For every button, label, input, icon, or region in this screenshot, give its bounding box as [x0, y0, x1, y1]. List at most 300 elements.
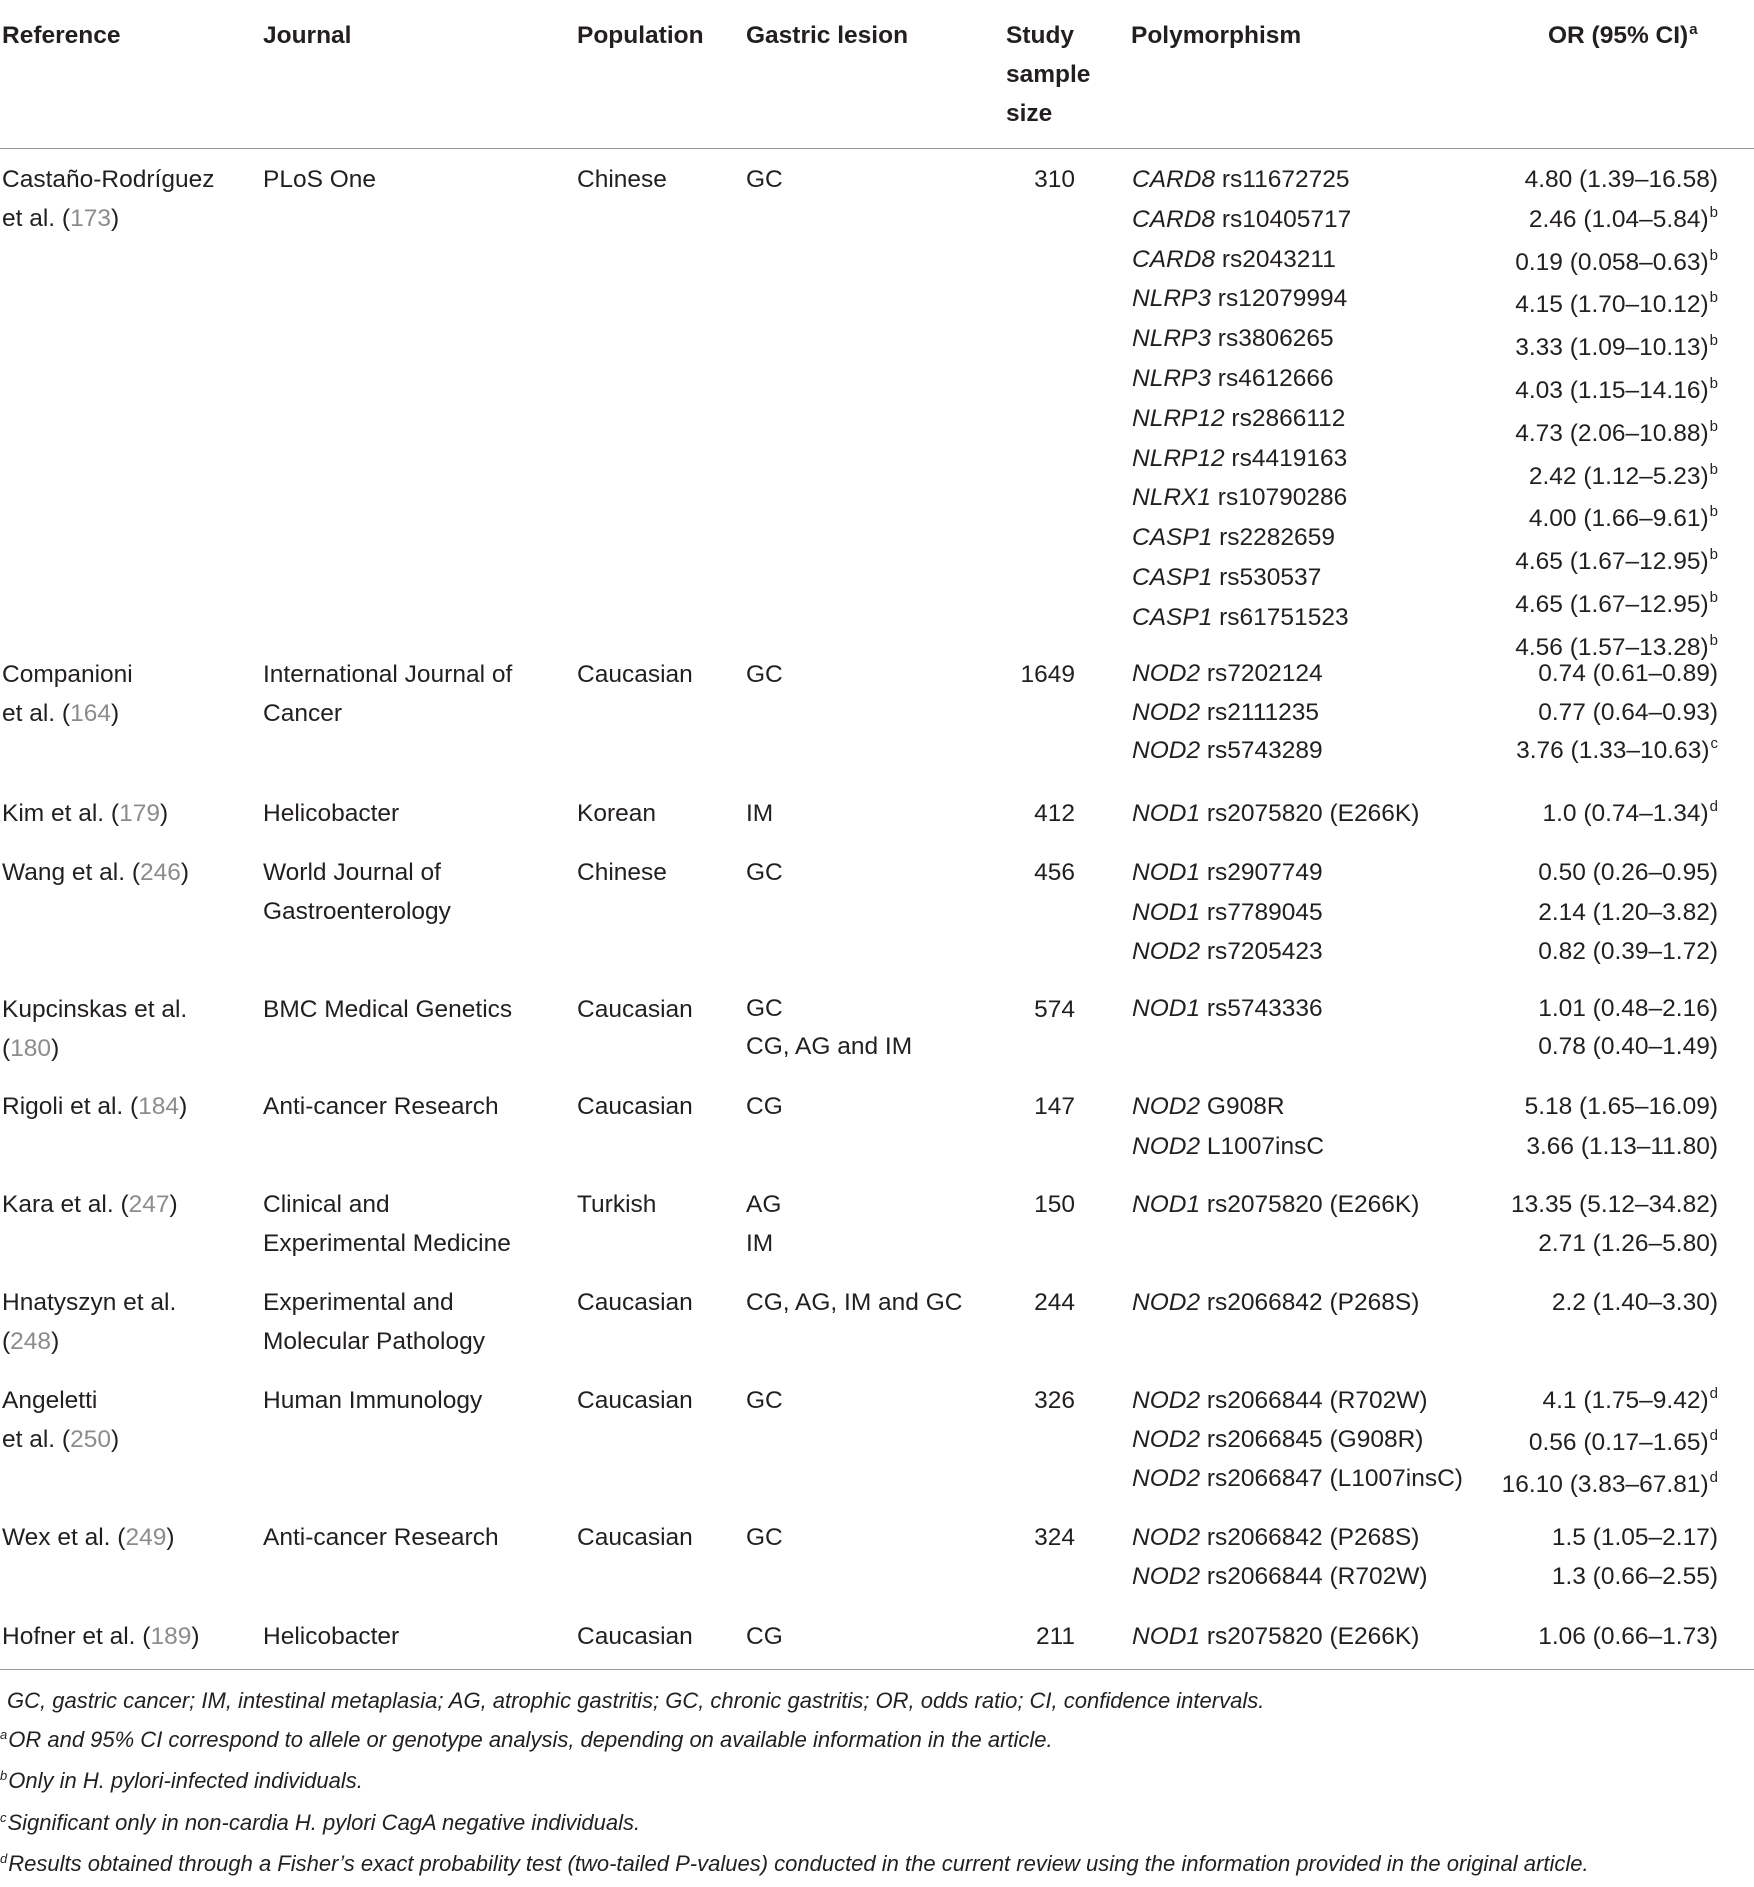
- odds-ratio-line: [1478, 328, 1718, 371]
- polymorphism-line: [1132, 1557, 1428, 1596]
- polymorphism-line: [1132, 794, 1419, 833]
- gastric-lesion-cell: [746, 160, 783, 199]
- odds-ratio-line: [1478, 243, 1718, 286]
- journal-cell: [263, 1381, 482, 1420]
- polymorphism-line: [1132, 1283, 1419, 1322]
- gene-name: NLRP12: [1132, 444, 1225, 472]
- population-cell: Chinese: [577, 859, 667, 886]
- odds-ratio-value: 16.10 (3.83–67.81): [1501, 1471, 1709, 1498]
- odds-ratio-value: 5.18 (1.65–16.09): [1524, 1093, 1718, 1120]
- odds-ratio-value: 1.3 (0.66–2.55): [1551, 1563, 1718, 1590]
- gene-name: NOD2: [1132, 660, 1201, 687]
- polymorphism-line: [1132, 439, 1351, 479]
- polymorphism-line: [1132, 399, 1351, 439]
- gene-name: NOD1: [1132, 1623, 1201, 1650]
- snp-id: rs10790286: [1210, 484, 1348, 512]
- reference-text: (: [2, 1035, 11, 1062]
- footnote-mark: c: [1710, 735, 1718, 752]
- odds-ratio-line: [1478, 160, 1718, 200]
- polymorphism-cell: [1132, 1381, 1463, 1498]
- gene-name: CASP1: [1132, 603, 1213, 631]
- header-gastric-lesion: Gastric lesion: [746, 22, 909, 49]
- polymorphism-cell: [1132, 794, 1419, 833]
- sample-size-cell: 326: [1034, 1387, 1075, 1414]
- polymorphism-line: [1132, 1617, 1419, 1656]
- snp-id: rs2066847 (L1007insC): [1200, 1465, 1463, 1492]
- reference-line: [2, 1322, 176, 1361]
- polymorphism-line: [1132, 518, 1351, 558]
- odds-ratio-line: [1478, 853, 1718, 893]
- reference-text: ): [180, 859, 190, 886]
- sample-size-cell: 150: [1034, 1191, 1075, 1218]
- snp-id: rs11672725: [1215, 166, 1350, 193]
- reference-line: [2, 160, 214, 199]
- journal-line: PLoS One: [263, 166, 377, 193]
- snp-id: rs12079994: [1210, 285, 1348, 313]
- odds-ratio-value: 4.56 (1.57–13.28): [1515, 633, 1709, 661]
- odds-ratio-line: [1478, 655, 1718, 694]
- population-cell: Caucasian: [577, 1289, 693, 1316]
- polymorphism-line: [1132, 359, 1351, 399]
- footnote: [0, 1762, 1754, 1804]
- odds-ratio-value: 13.35 (5.12–34.82): [1510, 1191, 1718, 1218]
- population-cell: Turkish: [577, 1191, 657, 1218]
- odds-ratio-cell: [1478, 853, 1718, 972]
- journal-line: Experimental Medicine: [263, 1230, 511, 1257]
- polymorphism-line: [1132, 1185, 1419, 1224]
- gene-name: NOD1: [1132, 995, 1201, 1022]
- citation-number: 173: [70, 205, 111, 232]
- gene-name: NLRP3: [1132, 325, 1211, 353]
- polymorphism-line: [1132, 932, 1323, 972]
- gene-name: NOD2: [1132, 1289, 1201, 1316]
- odds-ratio-line: [1478, 1423, 1718, 1465]
- reference-text: ): [191, 1623, 200, 1650]
- snp-id: rs530537: [1212, 563, 1322, 591]
- footnote-mark: b: [1709, 289, 1718, 307]
- gene-name: NOD2: [1132, 698, 1201, 726]
- reference-text: ): [110, 205, 120, 232]
- journal-line: Anti-cancer Research: [263, 1093, 499, 1120]
- reference-cell: [2, 160, 214, 238]
- citation-number: 189: [150, 1623, 192, 1650]
- journal-cell: [263, 1283, 485, 1361]
- table-footnotes: [0, 1682, 1754, 1887]
- polymorphism-line: [1132, 1087, 1324, 1127]
- reference-cell: [2, 655, 133, 733]
- polymorphism-line: [1132, 478, 1351, 518]
- gastric-lesion-line: GC: [746, 166, 783, 193]
- header-sample-size: [1006, 16, 1090, 133]
- header-journal: Journal: [263, 22, 352, 49]
- polymorphism-line: [1132, 240, 1351, 280]
- snp-id: rs5743289: [1200, 737, 1323, 764]
- journal-cell: [263, 1518, 499, 1557]
- odds-ratio-line: [1478, 893, 1718, 933]
- polymorphism-cell: [1132, 1518, 1428, 1596]
- gastric-lesion-cell: [746, 1185, 781, 1263]
- reference-cell: [2, 794, 168, 833]
- sample-size-cell: 211: [1035, 1623, 1075, 1650]
- gastric-lesion-cell: [746, 794, 773, 833]
- snp-id: rs2075820 (E266K): [1200, 800, 1420, 827]
- polymorphism-cell: [1132, 1617, 1419, 1656]
- reference-line: [2, 1381, 119, 1420]
- odds-ratio-value: 4.1 (1.75–9.42): [1542, 1387, 1709, 1414]
- gastric-lesion-cell: [746, 655, 783, 694]
- journal-cell: [263, 794, 399, 833]
- reference-text: Kara et al. (: [2, 1191, 129, 1218]
- reference-text: Wex et al. (: [2, 1524, 126, 1551]
- footnote-mark: d: [0, 1851, 8, 1866]
- odds-ratio-cell: [1478, 160, 1718, 671]
- odds-ratio-line: [1478, 585, 1718, 628]
- footnote-mark: c: [0, 1809, 7, 1825]
- reference-text: et al. (: [2, 700, 71, 727]
- journal-line: BMC Medical Genetics: [263, 996, 513, 1023]
- header-size-line: sample: [1006, 61, 1091, 88]
- odds-ratio-value: 4.65 (1.67–12.95): [1515, 590, 1709, 618]
- snp-id: rs4419163: [1224, 444, 1348, 472]
- citation-number: 246: [139, 859, 181, 886]
- reference-text: Companioni: [2, 661, 133, 688]
- odds-ratio-line: [1478, 794, 1718, 836]
- odds-ratio-cell: [1478, 1283, 1718, 1322]
- odds-ratio-line: [1478, 1617, 1718, 1656]
- odds-ratio-line: [1478, 499, 1718, 542]
- polymorphism-line: [1132, 990, 1323, 1028]
- odds-ratio-value: 1.01 (0.48–2.16): [1538, 995, 1718, 1022]
- polymorphism-line: [1132, 200, 1351, 240]
- gene-name: NLRP12: [1132, 404, 1225, 432]
- reference-text: Kupcinskas et al.: [2, 996, 188, 1023]
- snp-id: rs2907749: [1200, 859, 1323, 886]
- reference-text: ): [169, 1191, 178, 1218]
- footnote-mark: d: [1709, 1469, 1718, 1486]
- table-header: [0, 0, 1754, 149]
- gene-name: NOD2: [1132, 1563, 1201, 1590]
- journal-cell: [263, 1617, 399, 1656]
- gene-name: NOD1: [1132, 1191, 1201, 1218]
- reference-cell: [2, 1381, 119, 1459]
- odds-ratio-cell: [1478, 990, 1718, 1066]
- gastric-lesion-line: CG: [746, 1093, 783, 1120]
- journal-line: Molecular Pathology: [263, 1328, 485, 1355]
- gene-name: NLRP3: [1132, 364, 1211, 392]
- odds-ratio-value: 0.19 (0.058–0.63): [1515, 248, 1709, 276]
- footnote-mark: b: [1709, 460, 1718, 478]
- odds-ratio-value: 0.78 (0.40–1.49): [1538, 1033, 1718, 1060]
- journal-line: World Journal of: [263, 859, 441, 886]
- gastric-lesion-line: GC: [746, 995, 783, 1022]
- footnote-text: Results obtained through a Fisher’s exact probability test (two-tailed P-values) conducted in the current review using the information provided in the original article.: [8, 1851, 1589, 1876]
- odds-ratio-cell: [1478, 1381, 1718, 1507]
- gene-name: NOD1: [1132, 859, 1201, 886]
- gastric-lesion-cell: [746, 990, 912, 1066]
- odds-ratio-value: 1.0 (0.74–1.34): [1542, 800, 1709, 827]
- sample-size-cell: 244: [1034, 1289, 1075, 1316]
- footnote-mark: d: [1709, 798, 1718, 815]
- reference-cell: [2, 1518, 175, 1557]
- sample-size-cell: 456: [1034, 859, 1075, 886]
- sample-size-cell: 412: [1034, 800, 1075, 827]
- footnote-mark: b: [1709, 417, 1718, 435]
- snp-id: rs5743336: [1200, 995, 1323, 1022]
- citation-number: 249: [125, 1524, 167, 1551]
- gastric-lesion-line: GC: [746, 1387, 783, 1414]
- odds-ratio-value: 4.00 (1.66–9.61): [1528, 505, 1709, 533]
- snp-id: G908R: [1200, 1093, 1285, 1120]
- gene-name: NLRX1: [1132, 484, 1211, 512]
- polymorphism-line: [1132, 1028, 1323, 1066]
- footnote-mark: d: [1709, 1427, 1718, 1444]
- gastric-lesion-line: GC: [746, 1524, 783, 1551]
- footnote-mark: b: [1709, 332, 1718, 350]
- odds-ratio-cell: [1478, 1518, 1718, 1596]
- footnote-text: OR and 95% CI correspond to allele or genotype analysis, depending on available information in the article.: [8, 1726, 1053, 1752]
- reference-line: [2, 1029, 187, 1068]
- reference-text: ): [51, 1035, 60, 1062]
- reference-text: Rigoli et al. (: [2, 1093, 139, 1120]
- gene-name: NOD2: [1132, 1093, 1201, 1120]
- gene-name: NOD2: [1132, 1387, 1201, 1414]
- journal-line: Clinical and: [263, 1191, 390, 1218]
- header-size-line: size: [1006, 100, 1053, 127]
- odds-ratio-value: 3.76 (1.33–10.63): [1516, 737, 1710, 764]
- odds-ratio-value: 2.2 (1.40–3.30): [1551, 1289, 1718, 1316]
- reference-line: [2, 1185, 178, 1224]
- reference-line: [2, 794, 168, 833]
- population-cell: Caucasian: [577, 1387, 693, 1414]
- journal-cell: [263, 655, 512, 733]
- polymorphism-line: [1132, 598, 1351, 638]
- gene-name: NOD1: [1132, 898, 1201, 926]
- odds-ratio-value: 4.03 (1.15–14.16): [1515, 376, 1709, 404]
- odds-ratio-line: [1478, 200, 1718, 243]
- citation-number: 247: [128, 1191, 170, 1218]
- gastric-lesion-cell: [746, 1087, 783, 1126]
- header-population: Population: [577, 22, 704, 49]
- polymorphism-line: [1132, 694, 1323, 733]
- reference-line: [2, 1420, 119, 1459]
- gene-name: CARD8: [1132, 245, 1216, 273]
- footnote-mark: b: [1709, 546, 1718, 564]
- gene-name: NOD2: [1132, 1465, 1201, 1492]
- journal-line: Helicobacter: [263, 1623, 400, 1650]
- polymorphism-cell: [1132, 160, 1351, 638]
- snp-id: rs2066842 (P268S): [1200, 1524, 1420, 1551]
- population-cell: Caucasian: [577, 1524, 693, 1551]
- polymorphism-line: [1132, 893, 1323, 933]
- polymorphism-line: [1132, 732, 1323, 771]
- polymorphism-line: [1132, 853, 1323, 893]
- footnote: [0, 1845, 1754, 1887]
- odds-ratio-line: [1478, 285, 1718, 328]
- snp-id: rs10405717: [1215, 205, 1352, 233]
- polymorphism-line: [1132, 1381, 1463, 1420]
- gene-name: NOD2: [1132, 1524, 1201, 1551]
- journal-line: Human Immunology: [263, 1387, 483, 1414]
- gene-name: CARD8: [1132, 205, 1216, 233]
- odds-ratio-line: [1478, 732, 1718, 774]
- gastric-lesion-cell: [746, 1617, 783, 1656]
- gastric-lesion-line: GC: [746, 859, 783, 886]
- polymorphism-cell: [1132, 1087, 1324, 1167]
- header-polymorphism: Polymorphism: [1131, 22, 1302, 49]
- reference-text: ): [110, 700, 120, 727]
- odds-ratio-line: [1478, 457, 1718, 500]
- snp-id: rs4612666: [1210, 364, 1334, 392]
- gastric-lesion-cell: [746, 1518, 783, 1557]
- sample-size-cell: 1649: [1020, 661, 1075, 688]
- polymorphism-cell: [1132, 1185, 1419, 1263]
- polymorphism-cell: [1132, 655, 1323, 771]
- odds-ratio-value: 1.06 (0.66–1.73): [1538, 1623, 1718, 1650]
- reference-line: [2, 990, 187, 1029]
- gastric-lesion-cell: [746, 1381, 783, 1420]
- footnote-mark: b: [1709, 588, 1718, 606]
- odds-ratio-cell: [1478, 794, 1718, 836]
- snp-id: rs2066842 (P268S): [1200, 1289, 1420, 1316]
- odds-ratio-value: 0.74 (0.61–0.89): [1538, 660, 1718, 687]
- gene-name: NOD2: [1132, 1133, 1201, 1160]
- odds-ratio-line: [1478, 371, 1718, 414]
- polymorphism-line: [1132, 655, 1323, 694]
- reference-text: ): [159, 800, 169, 827]
- footnote-mark: b: [1709, 631, 1718, 649]
- snp-id: rs2043211: [1215, 245, 1336, 273]
- reference-text: ): [166, 1524, 175, 1551]
- odds-ratio-line: [1478, 1028, 1718, 1066]
- reference-text: Hofner et al. (: [2, 1623, 151, 1650]
- journal-cell: [263, 990, 512, 1029]
- snp-id: rs2075820 (E266K): [1200, 1623, 1420, 1650]
- odds-ratio-line: [1478, 542, 1718, 585]
- reference-text: ): [110, 1426, 120, 1453]
- reference-line: [2, 853, 189, 892]
- journal-line: International Journal of: [263, 661, 513, 688]
- footnote-mark: b: [1709, 203, 1718, 221]
- polymorphism-line: [1132, 160, 1351, 200]
- snp-id: rs61751523: [1212, 603, 1349, 631]
- population-cell: Korean: [577, 800, 657, 827]
- journal-line: Anti-cancer Research: [263, 1524, 499, 1551]
- gastric-lesion-line: CG, AG and IM: [746, 1033, 913, 1060]
- sample-size-cell: 310: [1034, 166, 1075, 193]
- reference-line: [2, 694, 133, 733]
- gene-name: CASP1: [1132, 563, 1213, 591]
- population-cell: Chinese: [577, 166, 667, 193]
- snp-id: rs2066844 (R702W): [1200, 1387, 1428, 1414]
- reference-cell: [2, 1617, 200, 1656]
- odds-ratio-line: [1478, 1185, 1718, 1224]
- odds-ratio-line: [1478, 1224, 1718, 1263]
- reference-line: [2, 1283, 176, 1322]
- citation-number: 180: [10, 1035, 52, 1062]
- footnote-text: Only in H. pylori-infected individuals.: [8, 1768, 363, 1793]
- citation-number: 179: [119, 800, 160, 827]
- gene-name: NOD2: [1132, 1426, 1201, 1453]
- odds-ratio-value: 3.33 (1.09–10.13): [1515, 334, 1709, 362]
- odds-ratio-value: 1.5 (1.05–2.17): [1551, 1524, 1718, 1551]
- reference-cell: [2, 1087, 187, 1126]
- gene-name: CARD8: [1132, 166, 1216, 193]
- gene-name: NOD2: [1132, 938, 1201, 965]
- odds-ratio-line: [1478, 1381, 1718, 1423]
- odds-ratio-value: 0.56 (0.17–1.65): [1528, 1429, 1709, 1456]
- reference-line: [2, 655, 133, 694]
- odds-ratio-line: [1478, 414, 1718, 457]
- odds-ratio-value: 2.42 (1.12–5.23): [1528, 462, 1709, 490]
- reference-text: Castaño-Rodríguez: [2, 166, 215, 193]
- snp-id: rs2066845 (G908R): [1200, 1426, 1424, 1453]
- odds-ratio-line: [1478, 1087, 1718, 1127]
- header-or-label: OR (95% CI): [1548, 22, 1689, 49]
- footnote-mark: b: [0, 1768, 8, 1783]
- odds-ratio-line: [1478, 1557, 1718, 1596]
- sample-size-cell: 324: [1034, 1524, 1075, 1551]
- odds-ratio-line: [1478, 694, 1718, 733]
- journal-line: Cancer: [263, 700, 342, 727]
- snp-id: L1007insC: [1200, 1133, 1325, 1160]
- odds-ratio-line: [1478, 932, 1718, 972]
- reference-cell: [2, 1185, 178, 1224]
- population-cell: Caucasian: [577, 661, 693, 688]
- polymorphism-line: [1132, 1224, 1419, 1263]
- footnote-mark: d: [1709, 1385, 1718, 1402]
- reference-text: ): [179, 1093, 188, 1120]
- footnote-mark: b: [1709, 503, 1718, 521]
- journal-line: Experimental and: [263, 1289, 454, 1316]
- header-reference: Reference: [2, 22, 121, 49]
- gastric-lesion-cell: [746, 1283, 962, 1322]
- snp-id: rs2066844 (R702W): [1200, 1563, 1428, 1590]
- snp-id: rs3806265: [1210, 325, 1334, 353]
- gastric-lesion-cell: [746, 853, 783, 892]
- odds-ratio-cell: [1478, 655, 1718, 774]
- polymorphism-line: [1132, 1518, 1428, 1557]
- gene-name: NOD2: [1132, 737, 1201, 764]
- reference-text: et al. (: [2, 205, 71, 232]
- odds-ratio-value: 2.46 (1.04–5.84): [1528, 205, 1709, 233]
- odds-ratio-cell: [1478, 1185, 1718, 1263]
- odds-ratio-value: 2.14 (1.20–3.82): [1538, 898, 1718, 926]
- reference-text: Hnatyszyn et al.: [2, 1289, 177, 1316]
- polymorphism-line: [1132, 1459, 1463, 1498]
- gastric-lesion-line: IM: [746, 800, 774, 827]
- gastric-lesion-line: AG: [746, 1191, 782, 1218]
- journal-cell: [263, 160, 376, 199]
- citation-number: 164: [70, 700, 111, 727]
- reference-text: et al. (: [2, 1426, 71, 1453]
- gene-name: NLRP3: [1132, 285, 1211, 313]
- odds-ratio-cell: [1478, 1617, 1718, 1656]
- polymorphism-cell: [1132, 853, 1323, 972]
- odds-ratio-cell: [1478, 1087, 1718, 1167]
- journal-line: Gastroenterology: [263, 898, 451, 925]
- odds-ratio-value: 3.66 (1.13–11.80): [1526, 1133, 1718, 1160]
- reference-text: Kim et al. (: [2, 800, 120, 827]
- odds-ratio-line: [1478, 1518, 1718, 1557]
- reference-cell: [2, 1283, 176, 1361]
- header-size-line: Study: [1006, 22, 1075, 49]
- table-bottom-rule: [0, 1669, 1754, 1670]
- footnote-mark: b: [1709, 246, 1718, 264]
- polymorphism-line: [1132, 1127, 1324, 1167]
- reference-cell: [2, 853, 189, 892]
- gastric-lesion-line: GC: [746, 661, 783, 688]
- journal-line: Helicobacter: [263, 800, 400, 827]
